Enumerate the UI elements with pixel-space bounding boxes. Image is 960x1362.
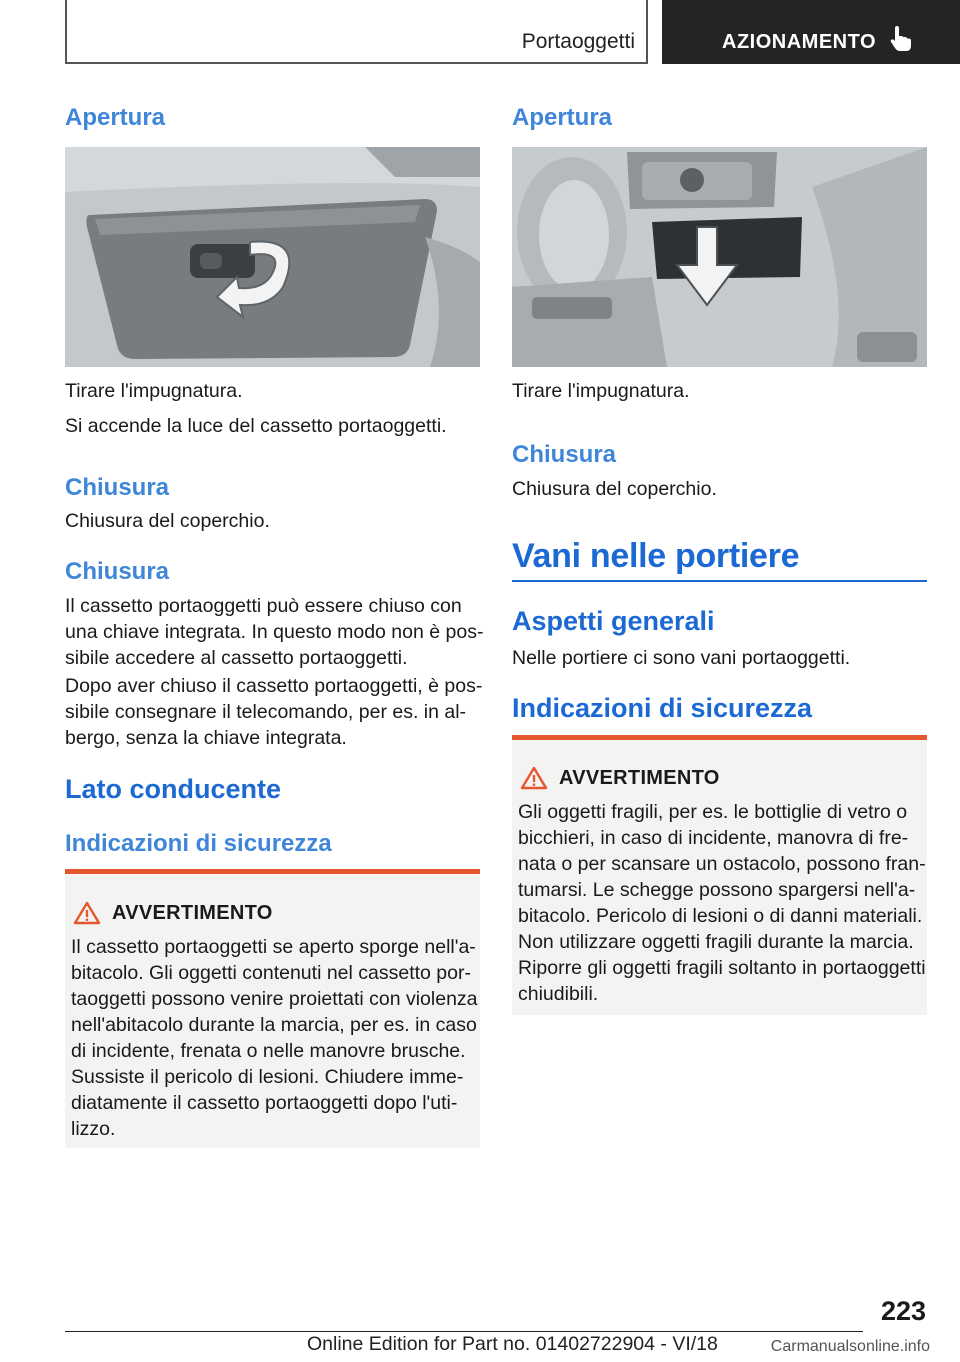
footer-site-watermark: Carmanualsonline.info [770,1338,930,1355]
warning-triangle-icon [73,901,101,925]
text-line: Non utilizzare oggetti fragili durante la marcia. [518,931,914,953]
text-line: una chiave integrata. In questo modo non è pos- [65,621,484,643]
right-aspetti-text: Nelle portiere ci sono vani portaoggetti. [512,647,851,669]
glovebox-opening-image [65,147,480,367]
right-warning-title: AVVERTIMENTO [559,767,720,789]
heading-rule [512,580,927,582]
text-line: diatamente il cassetto portaoggetti dopo l'uti- [71,1092,458,1114]
hand-pointer-icon [890,26,912,52]
text-line: taoggetti possono venire proiettati con violenza [71,988,478,1010]
text-line: Gli oggetti fragili, per es. le bottiglie di vetro o [518,801,908,823]
header-chapter-title: AZIONAMENTO [722,31,877,53]
right-warning-text [518,799,926,1007]
text-line: chiudibili. [518,983,599,1005]
text-line: bitacolo. Pericolo di lesioni o di danni materiali. [518,905,923,927]
right-apertura-text: Tirare l'impugnatura. [512,380,690,402]
right-aspetti-heading: Aspetti generali [512,606,715,636]
text-line: bergo, senza la chiave integrata. [65,727,347,749]
text-line: Dopo aver chiuso il cassetto portaoggetti, è pos- [65,675,483,697]
left-chiusura-heading-2: Chiusura [65,558,170,585]
left-warning-title: AVVERTIMENTO [112,902,273,924]
text-line: bicchieri, in caso di incidente, manovra di fre- [518,827,909,849]
right-chiusura-heading: Chiusura [512,441,617,468]
text-line: tumarsi. Le schegge possono spargersi nell'a- [518,879,916,901]
text-line: sibile consegnare il telecomando, per es. in al- [65,701,467,723]
left-warning-text [71,934,478,1142]
text-line: Il cassetto portaoggetti se aperto sporge nell'a- [71,936,476,958]
right-apertura-heading: Apertura [512,104,613,131]
text-line: Sussiste il pericolo di lesioni. Chiudere imme- [71,1066,464,1088]
text-line: bitacolo. Gli oggetti contenuti nel cassetto por- [71,962,471,984]
text-line: lizzo. [71,1118,116,1140]
footer-rule [65,1331,863,1332]
left-apertura-text-1: Tirare l'impugnatura. [65,380,243,402]
left-apertura-heading: Apertura [65,104,166,131]
left-chiusura-heading-1: Chiusura [65,474,170,501]
left-lato-conducente-heading: Lato conducente [65,774,282,804]
text-line: Riporre gli oggetti fragili soltanto in portaoggetti [518,957,926,979]
right-chiusura-text: Chiusura del coperchio. [512,478,717,500]
left-warning-box [65,869,480,1148]
text-line: sibile accedere al cassetto portaoggetti. [65,647,408,669]
left-chiusura-text-1: Chiusura del coperchio. [65,510,270,532]
warning-triangle-icon [520,766,548,790]
text-line: nata o per scansare un ostacolo, possono fran- [518,853,926,875]
left-apertura-text-2: Si accende la luce del cassetto portaoggetti. [65,415,447,437]
right-vani-heading: Vani nelle portiere [512,537,800,575]
header-chapter-tab [662,0,960,64]
page-number: 223 [880,1296,926,1326]
footer-edition: Online Edition for Part no. 01402722904 - VI/18 [307,1333,718,1355]
header-section-title: Portaoggetti [521,30,635,53]
right-warning-box [512,735,927,1015]
text-line: di incidente, frenata o nelle manovre brusche. [71,1040,466,1062]
left-chiusura-paragraph-a [65,593,483,671]
left-chiusura-paragraph-b [65,673,482,751]
left-sicurezza-heading: Indicazioni di sicurezza [65,830,332,857]
right-sicurezza-heading: Indicazioni di sicurezza [512,693,813,723]
text-line: Il cassetto portaoggetti può essere chiuso con [65,595,462,617]
driver-side-storage-image [512,147,927,367]
text-line: nell'abitacolo durante la marcia, per es. in caso [71,1014,477,1036]
